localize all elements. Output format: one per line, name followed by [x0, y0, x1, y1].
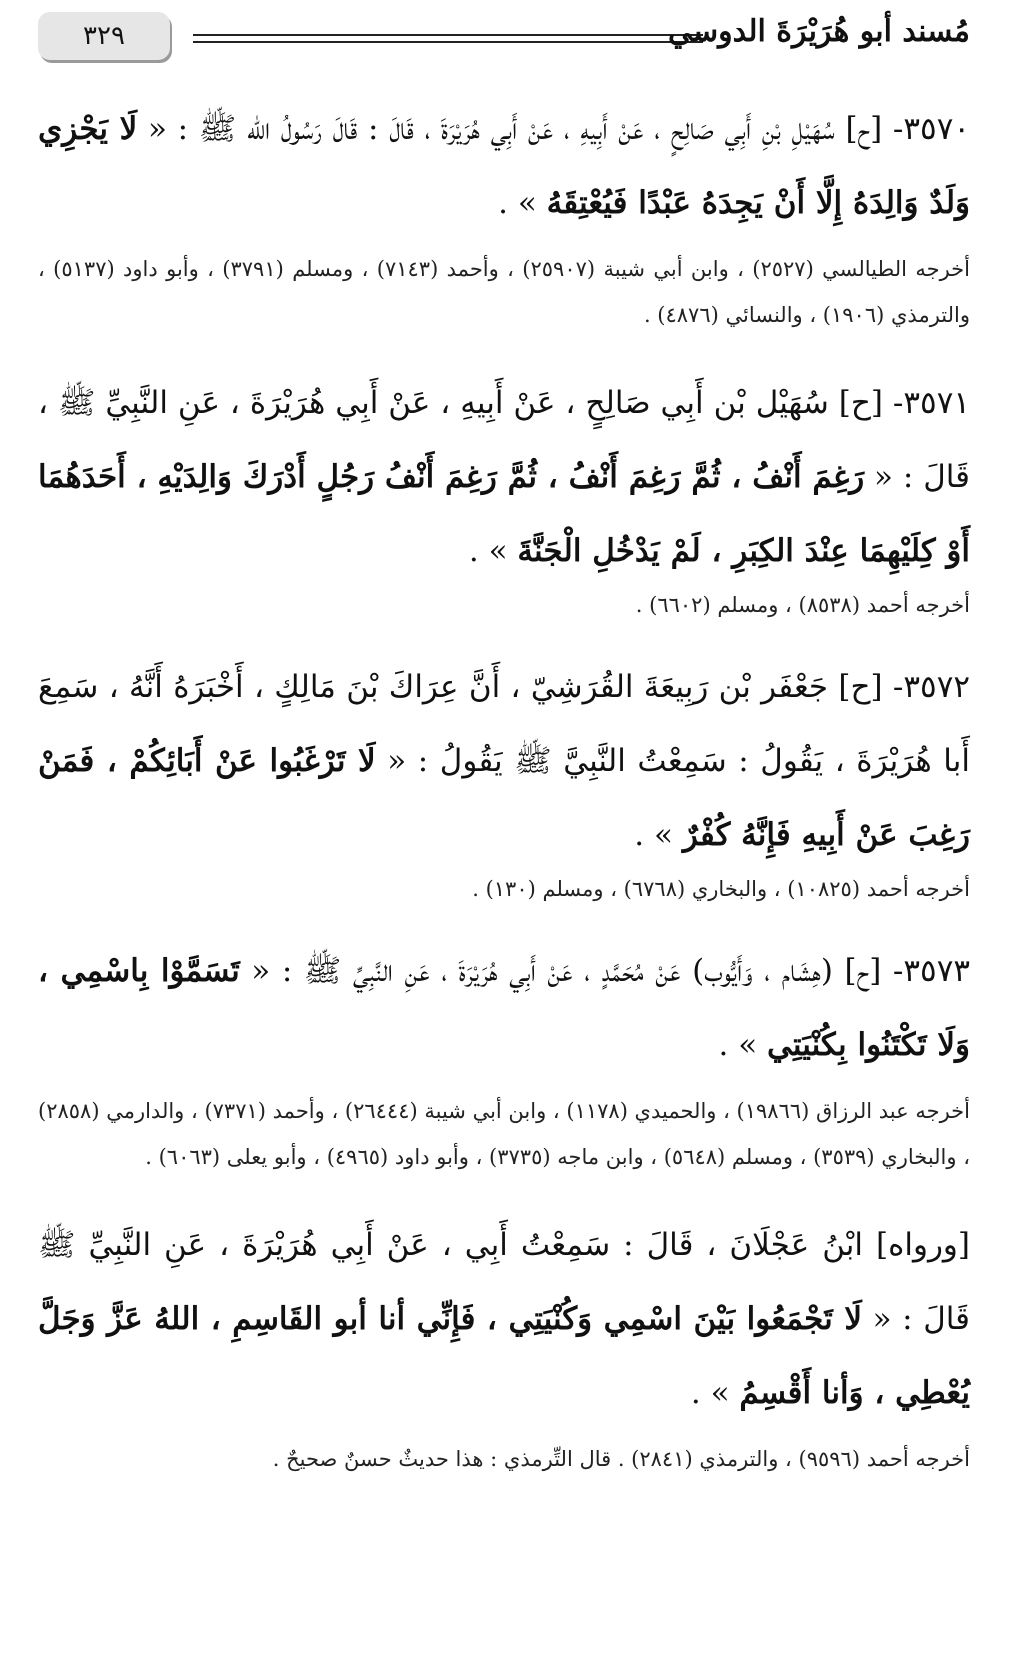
hadith-matn: لَا تَرْغَبُوا عَنْ أَبَائِكُمْ ، فَمَنْ رَغِبَ عَنْ أَبِيهِ فَإِنَّهُ كُفْرٌ: [38, 743, 970, 853]
hadith-text: [38, 934, 970, 1082]
takhrij-note: أخرجه عبد الرزاق (١٩٨٦٦) ، والحميدي (١١٧٨) ، وابن أبي شيبة (٢٦٤٤٤) ، وأحمد (٧٣٧١) ، والدارمي (٢٨٥٨) ، والبخاري (٣٥٣٩) ، ومسلم (٥٦٤٨) ، وابن ماجه (٣٧٣٥) ، وأبو داود (٤٩٦٥) ، وأبو يعلى (٦٠٦٣) .: [38, 1099, 970, 1169]
hadith-end: » .: [498, 185, 547, 221]
hadith-matn: تَسَمَّوْا بِاسْمِي ، وَلَا تَكْتَنُوا بِكُنْيَتِي: [38, 953, 970, 1063]
hadith-matn: رَغِمَ أَنْفُ ، ثُمَّ رَغِمَ أَنْفُ ، ثُمَّ رَغِمَ أَنْفُ رَجُلٍ أَدْرَكَ وَالِدَيْهِ ، أَحَدَهُمَا أَوْ كِلَيْهِمَا عِنْدَ الكِبَرِ ، لَمْ يَدْخُلِ الْجَنَّةَ: [38, 459, 970, 569]
running-title: مُسند أبو هُرَيْرَةَ الدوسي: [668, 14, 970, 49]
takhrij-note: أخرجه أحمد (٩٥٩٦) ، والترمذي (٢٨٤١) . قال التِّرمذي : هذا حديثٌ حسنٌ صحيحٌ .: [272, 1447, 970, 1471]
page-header: [38, 12, 970, 62]
hadith-text: [38, 92, 970, 240]
hadith-isnad: ٣٥٧٠- [ح] سُهَيْلِ بْنِ أَبِي صَالِحٍ ، عَنْ أَبِيهِ ، عَنْ أَبِي هُرَيْرَةَ ، قَالَ : قَالَ رَسُولُ الله ﷺ : «: [137, 111, 970, 147]
hadith-end: » .: [718, 1027, 768, 1063]
hadith-text: [38, 366, 970, 588]
riwaya-ibn-ajlan: [38, 1208, 970, 1482]
hadith-3572: [38, 650, 970, 906]
hadith-end: » .: [634, 817, 683, 853]
hadith-isnad: ٣٥٧٣- [ح] (هِشَام ، وَأَيُّوب) عَنْ مُحَمَّدٍ ، عَنْ أَبِي هُرَيْرَةَ ، عَنِ النَّبِيِّ ﷺ : «: [239, 953, 970, 989]
hadith-end: » .: [690, 1375, 740, 1411]
page-body: [38, 92, 970, 1510]
hadith-matn: لَا يَجْزِي وَلَدٌ وَالِدَهُ إِلَّا أَنْ يَجِدَهُ عَبْدًا فَيُعْتِقَهُ: [38, 111, 970, 221]
hadith-matn: لَا تَجْمَعُوا بَيْنَ اسْمِي وَكُنْيَتِي ، فَإِنِّي أنا أبو القَاسِمِ ، اللهُ عَزَّ وَجَلَّ يُعْطِي ، وَأنا أَقْسِمُ: [38, 1301, 970, 1411]
hadith-isnad: ٣٥٧١- [ح] سُهَيْل بْن أَبِي صَالِحٍ ، عَنْ أَبِيهِ ، عَنْ أَبِي هُرَيْرَةَ ، عَنِ النَّبِيِّ ﷺ ، قَالَ : «: [38, 385, 971, 495]
hadith-text: [38, 1208, 970, 1430]
hadith-end: » .: [468, 533, 518, 569]
page-number: ٣٢٩: [38, 12, 170, 60]
takhrij-note: أخرجه أحمد (٨٥٣٨) ، ومسلم (٦٦٠٢) .: [635, 593, 970, 617]
takhrij-note: أخرجه الطيالسي (٢٥٢٧) ، وابن أبي شيبة (٢٥٩٠٧) ، وأحمد (٧١٤٣) ، ومسلم (٣٧٩١) ، وأبو داود (٥١٣٧) ، والترمذي (١٩٠٦) ، والنسائي (٤٨٧٦) .: [38, 257, 970, 327]
header-rule: [193, 34, 703, 43]
hadith-text: [38, 650, 970, 872]
takhrij-note: أخرجه أحمد (١٠٨٢٥) ، والبخاري (٦٧٦٨) ، ومسلم (١٣٠) .: [472, 877, 970, 901]
hadith-3570: [38, 92, 970, 338]
hadith-3573: [38, 934, 970, 1180]
hadith-isnad: [ورواه] ابْنُ عَجْلَانَ ، قَالَ : سَمِعْتُ أَبِي ، عَنْ أَبِي هُرَيْرَةَ ، عَنِ النَّبِيِّ ﷺ قَالَ : «: [38, 1227, 970, 1337]
hadith-3571: [38, 366, 970, 622]
hadith-isnad: ٣٥٧٢- [ح] جَعْفَر بْن رَبِيعَةَ القُرَشِيّ ، أَنَّ عِرَاكَ بْنَ مَالِكٍ ، أَخْبَرَهُ أَنَّهُ ، سَمِعَ أَبا هُرَيْرَةَ ، يَقُولُ : سَمِعْتُ النَّبِيَّ ﷺ يَقُولُ : «: [38, 669, 970, 779]
